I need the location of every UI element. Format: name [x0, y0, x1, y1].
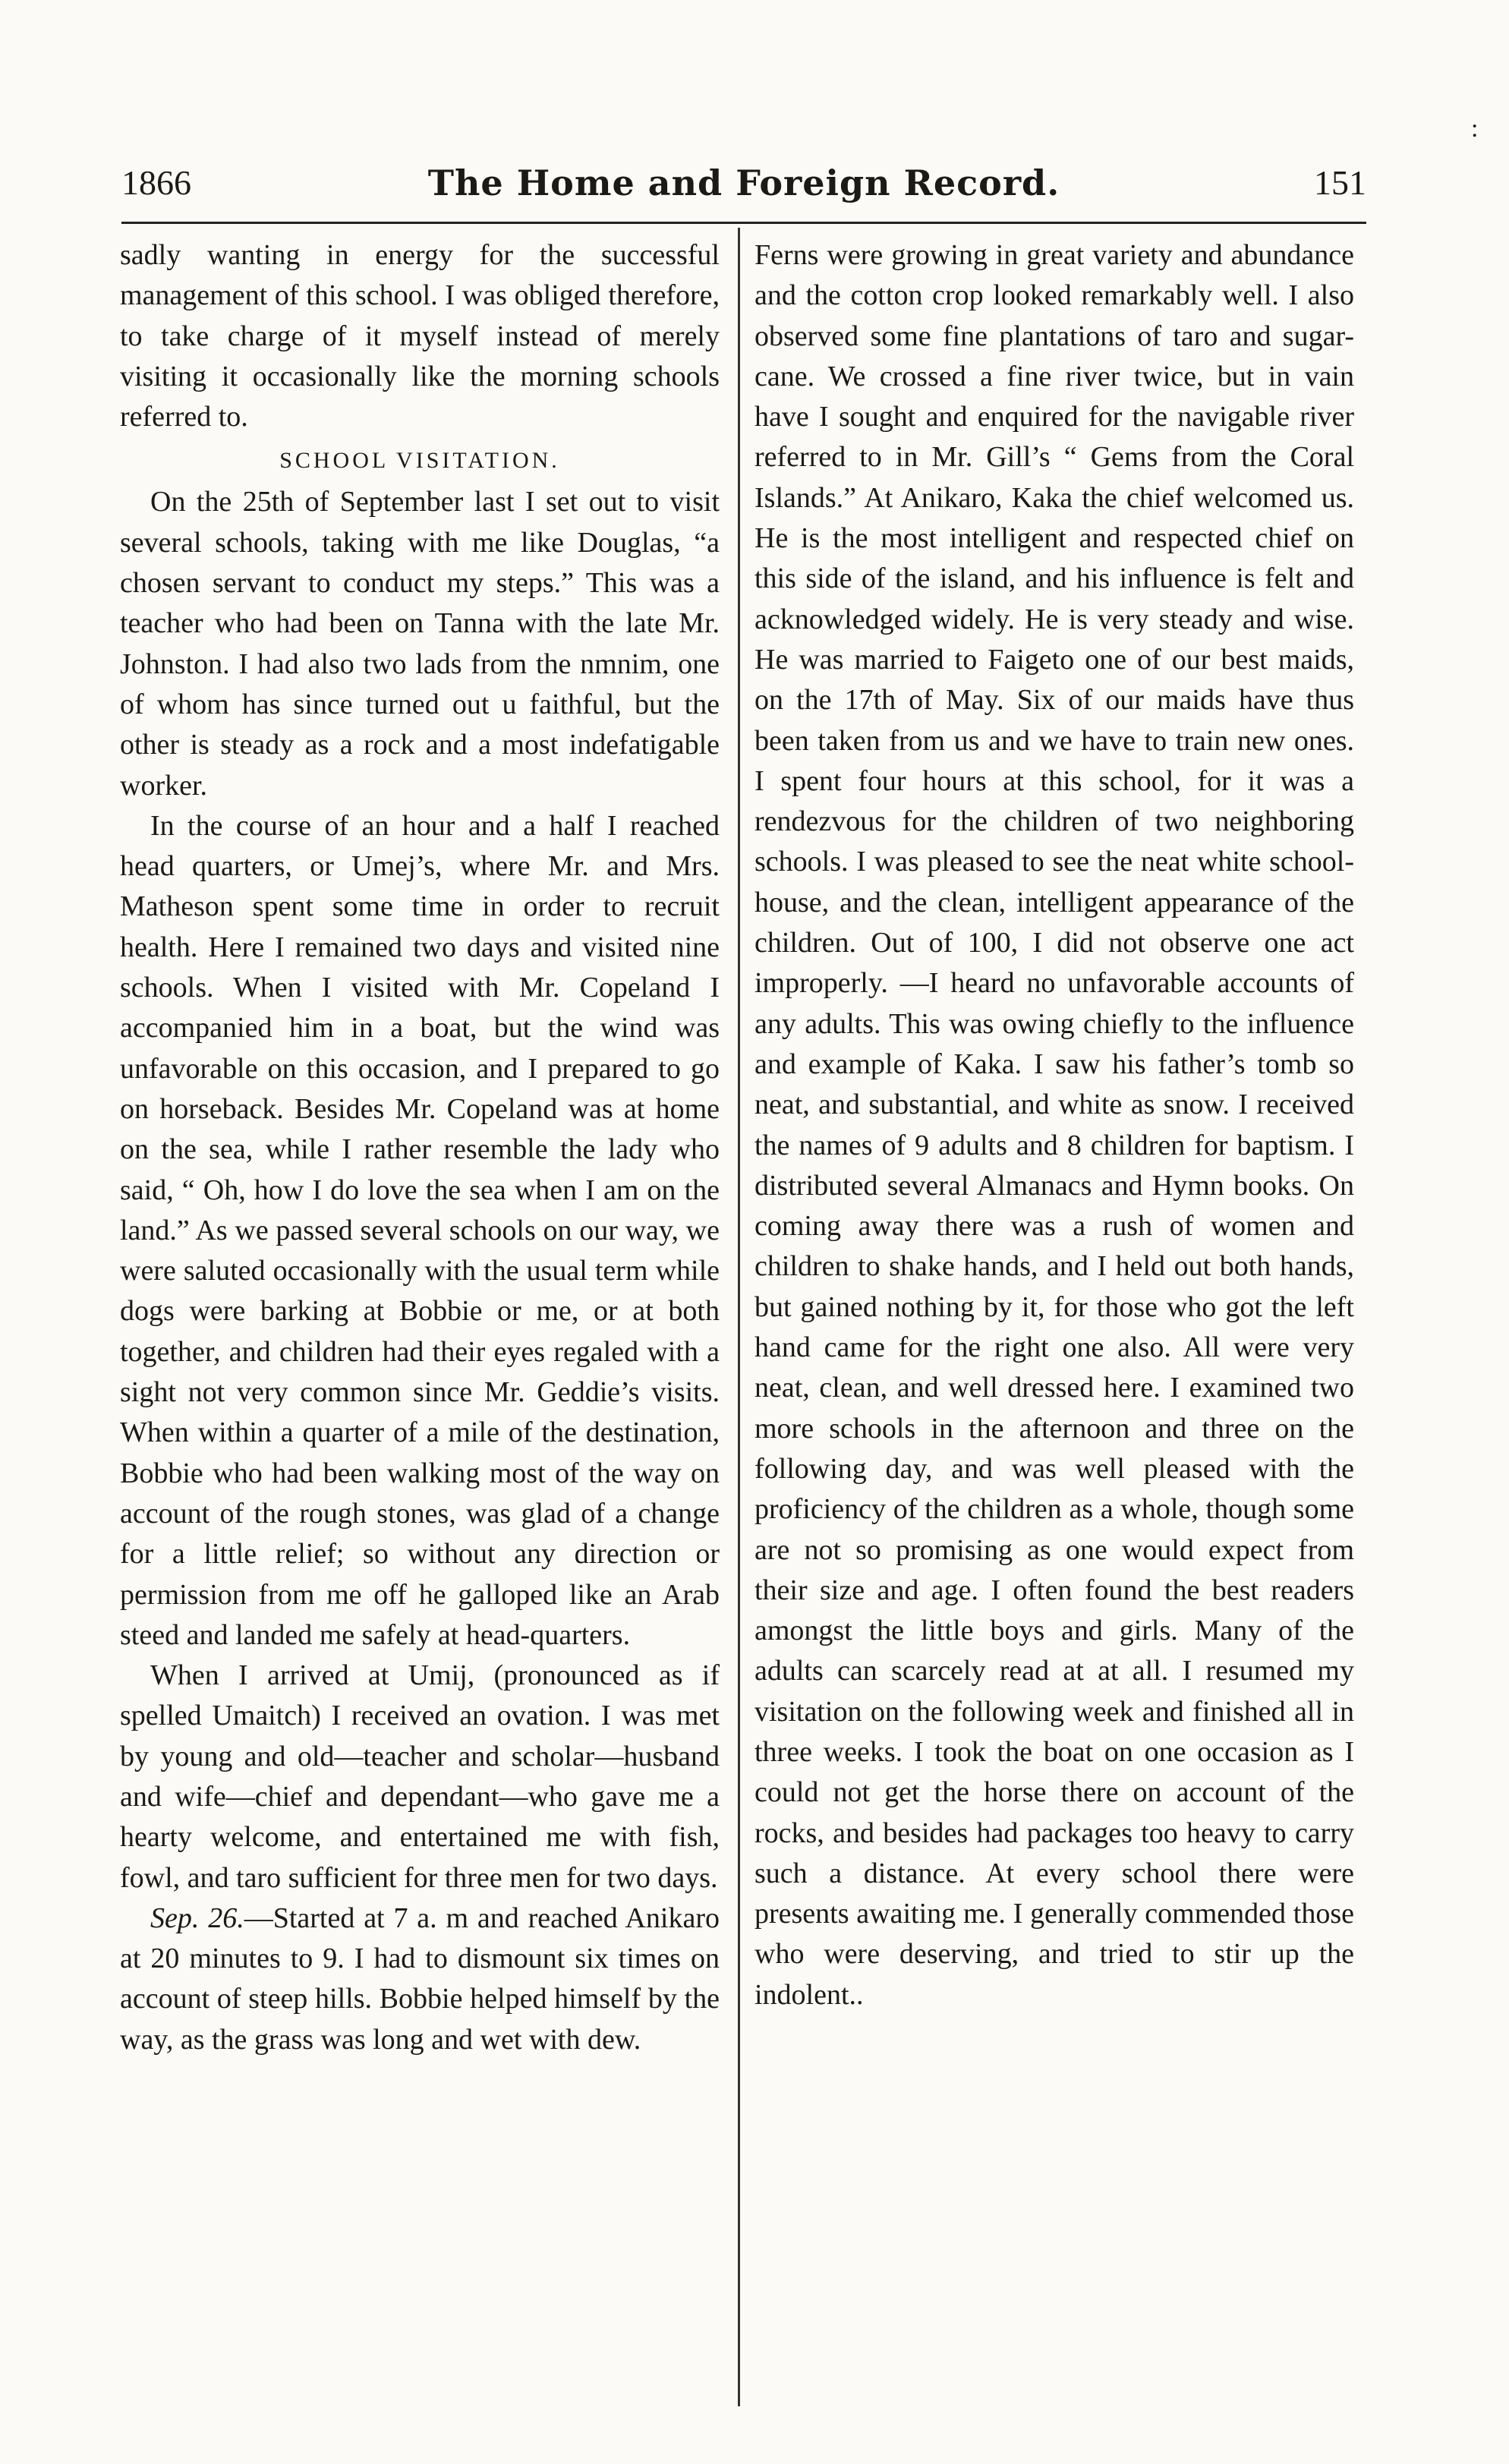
column-divider [738, 228, 740, 2406]
paragraph: In the course of an hour and a half I reached head quarters, or Umej’s, where Mr. and Mrs. Matheson spent some time in order to recruit health. Here I remained two days and visited nine schools. When I visited with Mr. Copeland I accompanied him in a boat, but the wind was unfavorable on this occasion, and I prepared to go on horseback. Besides Mr. Copeland was at home on the sea, while I rather resemble the lady who said, “ Oh, how I do love the sea when I am on the land.” As we passed several schools on our way, we were saluted occasionally with the usual term while dogs were barking at Bobbie or me, or at both together, and children had their eyes regaled with a sight not very common since Mr. Geddie’s visits. When within a quarter of a mile of the destination, Bobbie who had been walking most of the way on account of the rough stones, was glad of a change for a little relief; so without any direction or permission from me off he galloped like an Arab steed and landed me safely at head-quarters. [120, 809, 720, 1651]
paragraph: When I arrived at Umij, (pronounced as if spelled Umaitch) I received an ovation. I was met by young and old—teacher and scholar—husband and wife—chief and dependant—who gave me a hearty welcome, and entertained me with fish, fowl, and taro sufficient for three men for two days. [120, 1659, 720, 1894]
left-column [120, 235, 720, 2060]
section-heading: SCHOOL VISITATION. [279, 448, 560, 474]
page-number: 151 [1314, 163, 1366, 202]
paragraph-text: —Started at 7 a. m and reached Anikaro at 20 minutes to 9. I had to dismount six times on account of steep hills. Bobbie helped himself by the way, as the grass was long and wet with dew. [120, 1902, 720, 2056]
paragraph: sadly wanting in energy for the successful management of this school. I was obliged therefore, to take charge of it myself instead of merely visiting it occasionally like the morning schools referred to. [120, 239, 720, 433]
paragraph: Ferns were growing in great variety and abundance and the cotton crop looked remarkably well. I also observed some fine plantations of taro and sugar-cane. We crossed a fine river twice, but in vain have I sought and enquired for the navigable river referred to in Mr. Gill’s “ Gems from the Coral Islands.” At Anikaro, Kaka the chief welcomed us. He is the most intelligent and respected chief on this side of the island, and his influence is felt and acknowledged widely. He is very steady and wise. He was married to Faigeto one of our best maids, on the 17th of May. Six of our maids have thus been taken from us and we have to train new ones. I spent four hours at this school, for it was a rendezvous for the children of two neighboring schools. I was pleased to see the neat white school-house, and the clean, intelligent appearance of the children. Out of 100, I did not observe one act improperly. —I heard no unfavorable accounts of any adults. This was owing chiefly to the influence and example of Kaka. I saw his father’s tomb so neat, and substantial, and white as snow. I received the names of 9 adults and 8 children for baptism. I distributed several Almanacs and Hymn books. On coming away there was a rush of women and children to shake hands, and I held out both hands, but gained nothing by it, for those who got the left hand came for the right one also. All were very neat, clean, and well dressed here. I examined two more schools in the afternoon and three on the following day, and was well pleased with the proficiency of the children as a whole, though some are not so promising as one would expect from their size and age. I often found the best readers amongst the little boys and girls. Many of the adults can scarcely read at at all. I resumed my visitation on the following week and finished all in three weeks. I took the boat on one occasion as I could not get the horse there on account of the rocks, and besides had packages too heavy to carry such a distance. At every school there were presents awaiting me. I generally commended those who were deserving, and tried to stir up the indolent.. [754, 239, 1354, 2011]
header-year: 1866 [121, 163, 191, 202]
running-header [121, 149, 1366, 217]
header-title: The Home and Foreign Record. [427, 162, 1060, 203]
paragraph [120, 1898, 720, 2060]
date-label: Sep. 26. [150, 1902, 244, 1934]
paragraph: On the 25th of September last I set out to visit several schools, taking with me like Douglas, “a chosen servant to conduct my steps.” This was a teacher who had been on Tanna with the late Mr. Johnston. I had also two lads from the nmnim, one of whom has since turned out u faithful, but the other is steady as a rock and a most indefatigable worker. [120, 486, 720, 802]
header-rule [121, 222, 1366, 224]
margin-mark: : [1471, 115, 1479, 143]
right-column [754, 235, 1354, 2015]
